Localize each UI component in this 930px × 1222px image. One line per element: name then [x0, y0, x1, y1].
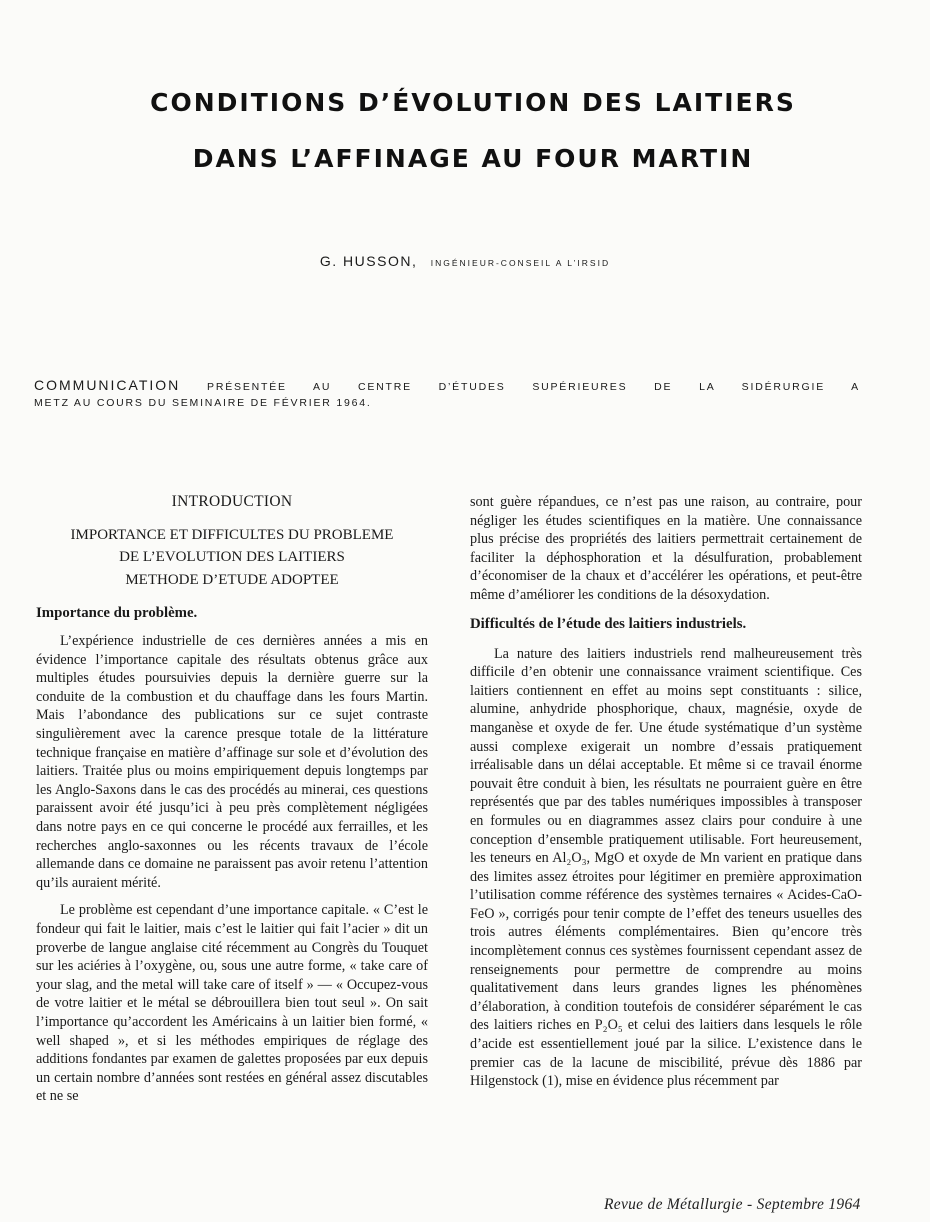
right-column [470, 493, 862, 1091]
section-title-introduction: INTRODUCTION [171, 493, 293, 510]
author-name: G. HUSSON, [319, 253, 418, 269]
heading-line-3: METHODE D’ETUDE ADOPTEE [125, 571, 339, 588]
author-line [0, 253, 930, 269]
heading-line-1: IMPORTANCE ET DIFFICULTES DU PROBLEME [70, 526, 394, 543]
communication-line-2: METZ AU COURS DU SEMINAIRE DE FÉVRIER 1964. [34, 397, 372, 409]
subheading-difficultes: Difficultés de l’étude des laitiers industriels. [470, 615, 747, 632]
paragraph-importance-1: L’expérience industrielle de ces dernières années a mis en évidence l’importance capitale des résultats obtenus grâce aux multiples études poursuivies depuis la dernière guerre sur la conduite de la combustion et du chauffage dans les fours Martin. Mais l’abondance des publications sur ce sujet contraste singulièrement avec la carence presque totale de la littérature technique française en matière d’affinage sur sole et d’évolution des laitiers. Traitée plus ou moins empiriquement depuis longtemps par les Anglo-Saxons dans le cas des procédés au minerai, ces questions paraissent avoir été jusqu’ici à peu près complètement négligées dans notre pays en ce qui concerne le procédé aux ferrailles, et les recherches anglo-saxonnes ou les récents travaux de l’école allemande dans ce domaine ne paraissent pas avoir retenu l’attention qu’ils auraient mérité. [36, 633, 428, 891]
journal-footer: Revue de Métallurgie - Septembre 1964 [604, 1196, 861, 1213]
section-heading [36, 524, 428, 592]
title-line-1: CONDITIONS D’ÉVOLUTION DES LAITIERS [150, 88, 796, 117]
communication-line-1-rest: PRÉSENTÉE AU CENTRE D’ÉTUDES SUPÉRIEURES DE LA SIDÉRURGIE A [207, 381, 860, 393]
paragraph-continued: sont guère répandues, ce n’est pas une raison, au contraire, pour négliger les études scientifiques en la matière. Une connaissance plus précise des propriétés des laitiers permettrait certainement de faciliter la déphosphoration et la désulfuration, probablement d’économiser de la chaux et d’accélérer les opérations, et peut-être même d’améliorer les conditions de la désoxydation. [470, 494, 862, 603]
heading-line-2: DE L’EVOLUTION DES LAITIERS [119, 549, 345, 566]
communication-first-word: COMMUNICATION [34, 377, 181, 393]
subheading-importance: Importance du problème. [36, 605, 198, 622]
paragraph-difficultes: La nature des laitiers industriels rend malheureusement très difficile d’en obtenir une connaissance vraiment scientifique. Ces laitiers contiennent en effet au moins sept constituants : silice, alumine, anhydride phosphorique, chaux, magnésie, oxyde de manganèse et oxyde de fer. Une étude systématique d’un système aussi complexe exigerait un nombre d’essais pratiquement irréalisable dans un délai acceptable. Et même si ce travail énorme pouvait être conduit à bien, les résultats ne pourraient guère en être représentés que par des tables numériques impossibles à transposer en formules ou en diagrammes assez clairs pour conduire à une conception d’ensemble pratiquement utilisable. Fort heureusement, les teneurs en Al₂O₃, MgO et oxyde de Mn varient en pratique dans des limites assez étroites pour légitimer en première approximation l’utilisation comme référence des systèmes ternaires « Acides-CaO-FeO », corrigés pour tenir compte de l’effet des teneurs usuelles des trois autres éléments complémentaires. Bien qu’encore très incomplètement connus ces systèmes fournissent cependant assez de renseignements pour permettre de comprendre au moins qualitativement dans leurs grandes lignes les phénomènes d’élaboration, à condition toutefois de considérer séparément le cas des laitiers riches en P₂O₅ et celui des laitiers dans lesquels le rôle d’acide est essentiellement joué par la silice. L’existence dans le premier cas de la lacune de miscibilité, prévue dès 1886 par Hilgenstock (1), mise en évidence plus récemment par [470, 645, 862, 1090]
left-column [36, 493, 428, 1106]
communication-line-1 [34, 377, 860, 393]
paragraph-importance-2: Le problème est cependant d’une importance capitale. « C’est le fondeur qui fait le laitier, mais c’est le laitier qui fait l’acier » dit un proverbe de langue anglaise cité récemment au Congrès du Touquet sur les aciéries à l’oxygène, ou, sous une autre forme, « take care of your slag, and the metal will take care of itself » — « Occupez-vous de votre laitier et le métal se débrouillera bien tout seul ». On sait l’importance qu’accordent les Américains à un laitier bien formé, « well shaped », et si les méthodes empiriques de réglage des additions fondantes par examen de galettes proposées par eux depuis un certain nombre d’années sont restées en général assez discutables et ne se [36, 902, 428, 1105]
title-line-2: DANS L’AFFINAGE AU FOUR MARTIN [192, 144, 754, 173]
author-affiliation: INGÉNIEUR-CONSEIL A L’IRSID [430, 258, 611, 268]
